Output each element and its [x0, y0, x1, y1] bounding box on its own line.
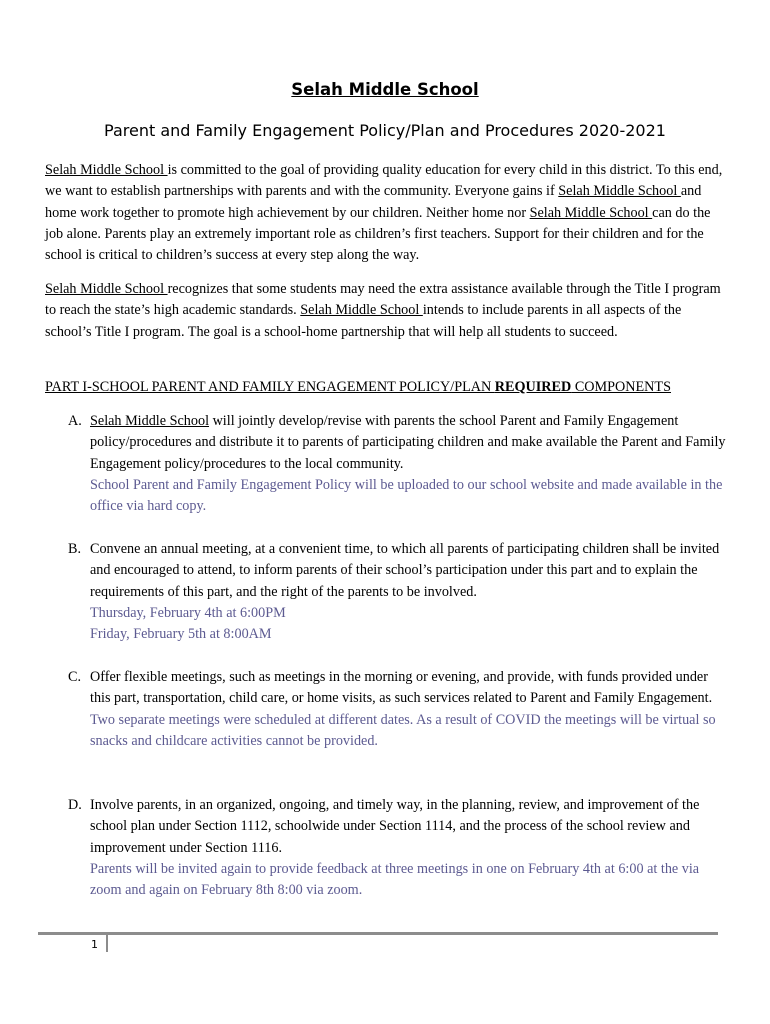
list-item-c [68, 667, 728, 752]
footer-rule [38, 932, 718, 935]
list-item-text: Involve parents, in an organized, ongoing, and timely way, in the planning, review, and improvement of the school plan under Section 1112, schoolwide under Section 1114, and the process of the school review and improvement under Section 1116. [90, 797, 700, 856]
list-item-d [68, 795, 728, 901]
footer-rule-tick [106, 932, 108, 952]
intro-text-2: and home work together to promote high achievement by our children. Neither home nor [45, 183, 702, 221]
list-item-b [68, 539, 728, 645]
list-item-letter: B. [68, 541, 82, 557]
part-heading-required: REQUIRED [494, 379, 572, 395]
part-one-heading [45, 377, 735, 398]
title-one-text-1: recognizes that some students may need the extra assistance available through the Title I program to reach the state’s high academic standards. [45, 281, 721, 319]
list-item-text: Convene an annual meeting, at a convenient time, to which all parents of participating children shall be invited and encouraged to attend, to inform parents of their school’s participation under this part and to explain the requirements of this part, and the right of the parents to be involved. [90, 541, 720, 600]
title-one-paragraph [45, 279, 725, 343]
document-subtitle: Parent and Family Engagement Policy/Plan and Procedures 2020-2021 [104, 121, 666, 140]
school-name: Selah Middle School [45, 281, 168, 297]
list-item-note: School Parent and Family Engagement Policy will be uploaded to our school website and made available in the office via hard copy. [90, 476, 723, 515]
list-item-letter: A. [68, 413, 82, 429]
title-one-text-2: intends to include parents in all aspects of the school’s Title I program. The goal is a school-home partnership that will help all students to succeed. [45, 302, 682, 340]
school-name: Selah Middle School [558, 183, 681, 200]
document-title: Selah Middle School [291, 80, 479, 99]
list-item-text: Offer flexible meetings, such as meetings in the morning or evening, and provide, with funds provided under this part, transportation, child care, or home visits, as such services related to Parent and Family Engagement. [90, 669, 713, 707]
list-item-text: will jointly develop/revise with parents the school Parent and Family Engagement policy/procedures and distribute it to parents of participating children and make available the Parent and Family Engagement policy/procedures to the local community. [90, 413, 726, 472]
part-heading-prefix: PART I-SCHOOL PARENT AND FAMILY ENGAGEMENT POLICY/PLAN [45, 379, 495, 395]
school-name: Selah Middle School [45, 162, 168, 178]
meeting-date-1: Thursday, February 4th at 6:00PM [90, 604, 286, 621]
list-item-a [68, 411, 728, 517]
list-item-letter: C. [68, 669, 82, 685]
intro-text-3: can do the job alone. Parents play an extremely important role as children’s first teachers. Support for their children and for the school is critical to children’s success at every step along the way. [45, 204, 711, 264]
intro-text-1: is committed to the goal of providing quality education for every child in this district. To this end, we want to establish partnerships with parents and with the community. Everyone gains if [45, 162, 723, 200]
school-name: Selah Middle School [529, 204, 653, 221]
school-name: Selah Middle School [300, 302, 423, 319]
intro-paragraph [45, 160, 725, 266]
list-item-note: Parents will be invited again to provide feedback at three meetings in one on February 4th at 6:00 at the via zoom and again on February 8th 8:00 via zoom. [90, 860, 700, 899]
part-heading-suffix: COMPONENTS [571, 379, 671, 395]
school-name: Selah Middle School [90, 413, 210, 429]
list-item-note: Two separate meetings were scheduled at different dates. As a result of COVID the meetings will be virtual so snacks and childcare activities cannot be provided. [90, 711, 716, 749]
meeting-date-2: Friday, February 5th at 8:00AM [90, 626, 272, 643]
page-number: 1 [91, 938, 98, 951]
list-item-letter: D. [68, 797, 82, 813]
